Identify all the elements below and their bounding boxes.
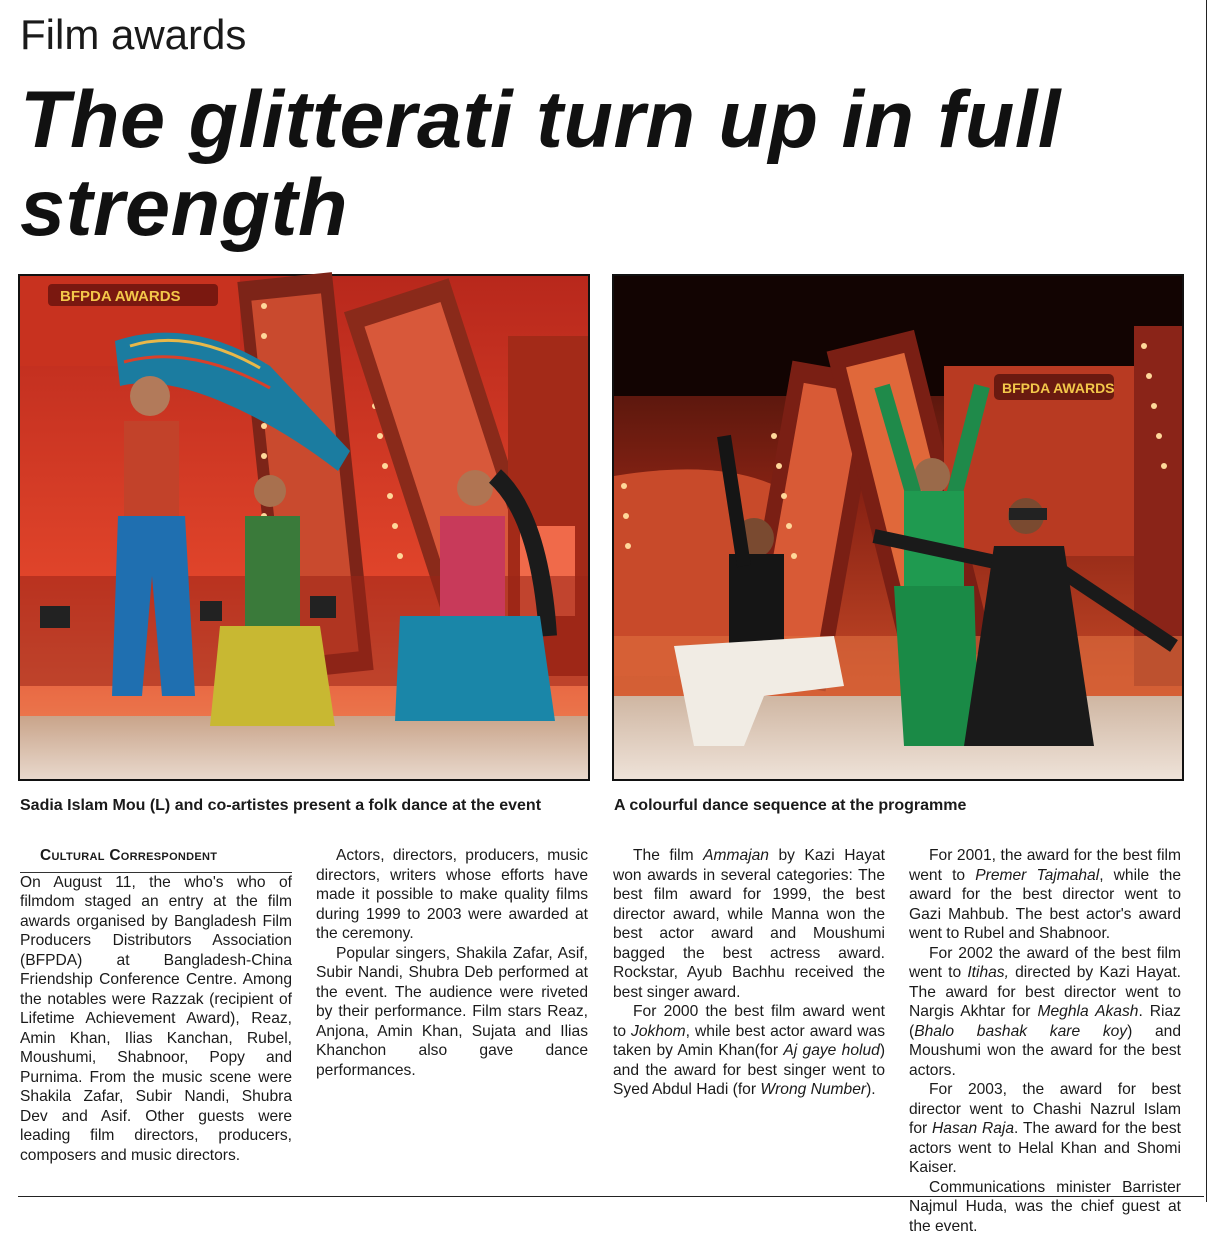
paragraph-4: The film Ammajan by Kazi Hayat won awards in several categories: The best film award for 1999, the best director award, while Manna won the best actor award and Moushumi bagged the best actress award. Rockstar, Ayub Bachhu received the best singer award. — [613, 846, 885, 1002]
paragraph-8: For 2003, the award for best director went to Chashi Nazrul Islam for Hasan Raja. The award for the best actors went to Helal Khan and Shomi Kaiser. — [909, 1080, 1181, 1178]
folk-dance-photo — [18, 274, 590, 781]
banner-text: BFPDA AWARDS — [60, 288, 181, 305]
paragraph-7: For 2002 the award of the best film went to Itihas, directed by Kazi Hayat. The award for best director went to Nargis Akhtar for Meghla Akash. Riaz (Bhalo bashak kare koy) and Moushumi won the award for the best actors. — [909, 944, 1181, 1081]
dance-sequence-photo — [612, 274, 1184, 781]
article-column-2 — [316, 846, 588, 1080]
paragraph-6: For 2001, the award for the best film went to Premer Tajmahal, while the award for the best director went to Gazi Mahbub. The best actor's award went to Rubel and Shabnoor. — [909, 846, 1181, 944]
headline: The glitterati turn up in full strength — [20, 76, 1190, 252]
article-column-4 — [909, 846, 1181, 1190]
section-kicker: Film awards — [20, 14, 246, 56]
column-rule — [1206, 0, 1207, 1202]
article-column-1 — [20, 846, 292, 1165]
byline: Cultural Correspondent — [20, 846, 292, 873]
photo-caption-right: A colourful dance sequence at the programme — [614, 797, 966, 815]
paragraph-3: Popular singers, Shakila Zafar, Asif, Subir Nandi, Shubra Deb performed at the event. The audience were riveted by their performance. Film stars Reaz, Anjona, Amin Khan, Sujata and Ilias Khanchon also gave dance performances. — [316, 944, 588, 1081]
paragraph-2: Actors, directors, producers, music directors, writers whose efforts have made it possible to make quality films during 1999 to 2003 were awarded at the ceremony. — [316, 846, 588, 944]
paragraph-1: On August 11, the who's who of filmdom staged an entry at the film awards organised by Bangladesh Film Producers Distributors Association (BFPDA) at Bangladesh-China Friendship Conference Centre. Among the notables were Razzak (recipient of Lifetime Achievement Award), Reaz, Amin Khan, Ilias Kanchan, Rubel, Moushumi, Shabnoor, Popy and Purnima. From the music scene were Shakila Zafar, Subir Nandi, Shubra Dev and Asif. Other guests were leading film directors, producers, composers and music directors. — [20, 873, 292, 1166]
article-column-3 — [613, 846, 885, 1100]
paragraph-5: For 2000 the best film award went to Jokhom, while best actor award was taken by Amin Khan(for Aj gaye holud) and the award for best singer went to Syed Abdul Hadi (for Wrong Number). — [613, 1002, 885, 1100]
banner-text: BFPDA AWARDS — [1002, 380, 1115, 396]
photo-caption-left: Sadia Islam Mou (L) and co-artistes present a folk dance at the event — [20, 797, 541, 815]
paragraph-9: Communications minister Barrister Najmul Huda, was the chief guest at the event. — [909, 1178, 1181, 1236]
